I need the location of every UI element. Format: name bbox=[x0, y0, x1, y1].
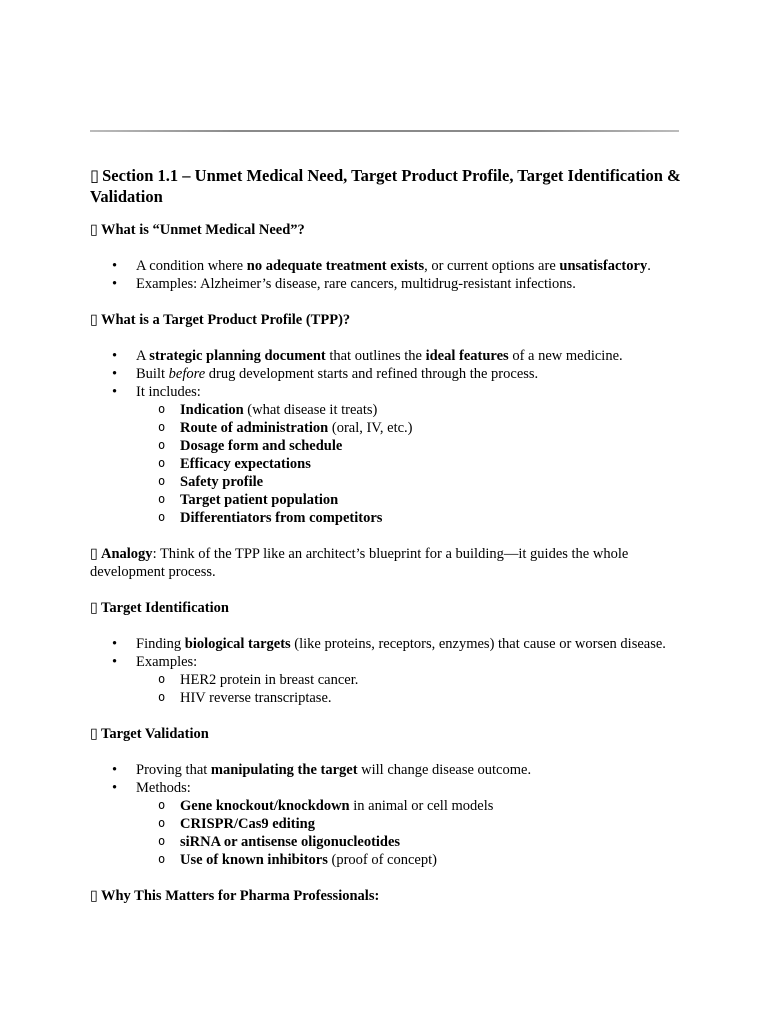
list-item: • Methods: o Gene knockout/knockdown in animal or cell models o CRISPR/Cas9 editing o siRNA or antisense oligonucleotides o Use of known inhibitors (proof of concept) bbox=[90, 779, 682, 869]
sub-list-item: o siRNA or antisense oligonucleotides bbox=[136, 833, 682, 851]
target-examples-list bbox=[136, 671, 682, 707]
document-content bbox=[90, 165, 682, 923]
target-validation-heading: ▯ Target Validation bbox=[90, 726, 209, 742]
missing-glyph-icon: ▯ bbox=[90, 600, 98, 616]
list-item: • A condition where no adequate treatment exists, or current options are unsatisfactory. bbox=[90, 257, 682, 275]
target-identification-list bbox=[90, 635, 682, 707]
unmet-need-list bbox=[90, 257, 682, 293]
list-item: • It includes: o Indication (what disease it treats) o Route of administration (oral, IV, etc.) o Dosage form and schedule o Efficacy expectations o Safety profile o Target patient population o Differentiators from competitors bbox=[90, 383, 682, 527]
list-item: • Examples: Alzheimer’s disease, rare cancers, multidrug-resistant infections. bbox=[90, 275, 682, 293]
sub-list-item: o Dosage form and schedule bbox=[136, 437, 682, 455]
sub-list-item: o Gene knockout/knockdown in animal or cell models bbox=[136, 797, 682, 815]
missing-glyph-icon: ▯ bbox=[90, 312, 98, 328]
list-item: • Built before drug development starts and refined through the process. bbox=[90, 365, 682, 383]
target-validation-list bbox=[90, 761, 682, 869]
missing-glyph-icon: ▯ bbox=[90, 888, 98, 904]
sub-list-item: o Efficacy expectations bbox=[136, 455, 682, 473]
list-item: • Proving that manipulating the target will change disease outcome. bbox=[90, 761, 682, 779]
validation-methods-list bbox=[136, 797, 682, 869]
missing-glyph-icon: ▯ bbox=[90, 166, 100, 185]
missing-glyph-icon: ▯ bbox=[90, 222, 98, 238]
analogy-paragraph: ▯ Analogy: Think of the TPP like an architect’s blueprint for a building—it guides the whole development process. bbox=[90, 546, 629, 580]
sub-list-item: o HER2 protein in breast cancer. bbox=[136, 671, 682, 689]
section-title: ▯ Section 1.1 – Unmet Medical Need, Target Product Profile, Target Identification & Validation bbox=[90, 166, 681, 206]
sub-list-item: o HIV reverse transcriptase. bbox=[136, 689, 682, 707]
sub-list-item: o CRISPR/Cas9 editing bbox=[136, 815, 682, 833]
horizontal-rule bbox=[90, 130, 679, 132]
sub-list-item: o Indication (what disease it treats) bbox=[136, 401, 682, 419]
missing-glyph-icon: ▯ bbox=[90, 546, 98, 562]
sub-list-item: o Route of administration (oral, IV, etc.) bbox=[136, 419, 682, 437]
tpp-includes-list bbox=[136, 401, 682, 527]
list-item: • Finding biological targets (like proteins, receptors, enzymes) that cause or worsen disease. bbox=[90, 635, 682, 653]
tpp-list bbox=[90, 347, 682, 527]
list-item: • A strategic planning document that outlines the ideal features of a new medicine. bbox=[90, 347, 682, 365]
sub-list-item: o Differentiators from competitors bbox=[136, 509, 682, 527]
list-item: • Examples: o HER2 protein in breast cancer. o HIV reverse transcriptase. bbox=[90, 653, 682, 707]
unmet-need-heading: ▯ What is “Unmet Medical Need”? bbox=[90, 222, 305, 238]
sub-list-item: o Use of known inhibitors (proof of concept) bbox=[136, 851, 682, 869]
sub-list-item: o Target patient population bbox=[136, 491, 682, 509]
why-it-matters-heading: ▯ Why This Matters for Pharma Professionals: bbox=[90, 888, 380, 904]
missing-glyph-icon: ▯ bbox=[90, 726, 98, 742]
sub-list-item: o Safety profile bbox=[136, 473, 682, 491]
tpp-heading: ▯ What is a Target Product Profile (TPP)? bbox=[90, 312, 351, 328]
target-identification-heading: ▯ Target Identification bbox=[90, 600, 229, 616]
